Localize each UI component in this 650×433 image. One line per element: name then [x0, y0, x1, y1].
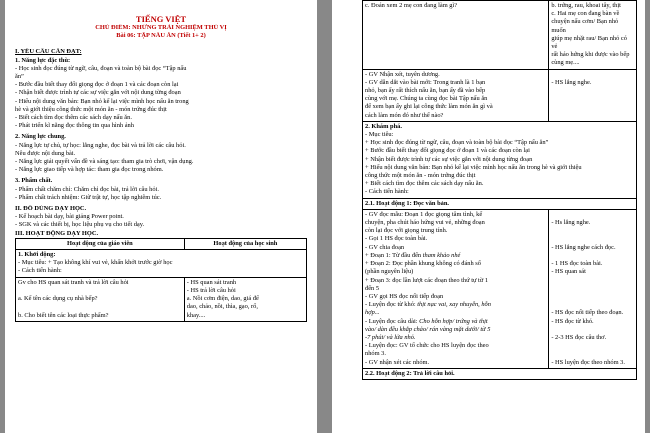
text-line: - Học sinh đọc đúng từ ngữ, câu, đoạn và toàn bộ bài đọc “Tập nấu — [15, 64, 187, 72]
text-line: - HS quan sát tranh — [186, 278, 237, 286]
text-line: + Học sinh đọc đúng từ ngữ, câu, đoạn và toàn bộ bài đọc “Tập nấu ăn” — [365, 139, 549, 147]
warmup-objective: - Mục tiêu: + Tạo không khí vui vẻ, khấn khởi trước giờ học — [18, 259, 173, 267]
warmup-heading: 1. Khởi động: — [18, 251, 56, 259]
text-line — [551, 350, 634, 358]
text-line: - Mục tiêu: — [365, 131, 394, 139]
text-line: cách làm món đó như thế nào? — [365, 111, 444, 119]
text-line — [365, 350, 546, 358]
italic-span: vào/ dàn đều khắp chảo/ rán vàng mặt dưới/ từ 5 — [365, 325, 491, 333]
text-line — [365, 326, 546, 334]
subheading-specific-skills: 1. Năng lực đặc thù: — [15, 56, 71, 64]
text-span: (phần nguyên liệu) — [365, 268, 414, 276]
text-line — [365, 252, 546, 260]
specific-skills-list — [15, 65, 307, 131]
text-line: - Phát triển kĩ năng đọc thông tin qua hình ảnh — [15, 122, 134, 130]
text-line: b. Cho biết tên các loại thực phẩm? — [18, 311, 109, 319]
text-line — [551, 342, 634, 350]
table-row — [363, 1, 637, 70]
text-line: - Năng lực giao tiếp và hợp tác: tham gia đọc trong nhóm. — [15, 166, 164, 174]
table-cell-student — [549, 1, 637, 70]
text-line: giúp mẹ nhặt rau/ Bạn nhỏ có vẻ — [551, 34, 627, 51]
text-span: - Luyện đọc câu dài: — [365, 317, 420, 325]
text-line — [365, 309, 546, 317]
text-span: nhóm 3. — [365, 350, 386, 358]
text-line: - Cách tiến hành: — [365, 188, 409, 196]
text-line: - HS lắng nghe cách đọc. — [551, 243, 616, 251]
text-line — [551, 252, 634, 260]
text-line: c. Hai mẹ con đang bàn về — [551, 10, 620, 18]
table-cell-student — [549, 209, 637, 368]
text-line — [365, 342, 546, 350]
table-cell-activity1-heading — [363, 198, 637, 209]
text-line: - Biết cách tìm đọc thêm các sách dạy nấu ăn. — [15, 114, 132, 122]
table-row — [363, 198, 637, 209]
table-cell-activity2-heading — [363, 368, 637, 379]
text-line — [365, 219, 546, 227]
italic-span: tham khảo nhé — [422, 251, 461, 259]
activities-table — [15, 238, 307, 322]
italic-span: -7 phút/ và lửa nhỏ. — [365, 333, 416, 341]
text-line: + Hiểu nội dung văn bản: Bạn nhỏ kể lại việc mình học nấu ăn trong hè và giới thiệu — [365, 163, 582, 171]
text-line: - Kế hoạch bài dạy, bài giảng Power point. — [15, 213, 124, 221]
subject-title: TIẾNG VIỆT — [135, 14, 187, 24]
text-line — [551, 293, 634, 301]
text-line: ăn” — [15, 73, 24, 81]
subheading-qualities: 3. Phẩm chất. — [15, 177, 53, 185]
text-line: - GV dẫn dắt vào bài mới: Trong tranh là 1 bạn — [365, 78, 486, 86]
theme-title: CHỦ ĐIỂM: NHỮNG TRẢI NGHIỆM THÚ VỊ — [95, 24, 227, 31]
text-line — [18, 303, 182, 311]
discover-heading: 2. Khám phá. — [365, 122, 402, 130]
text-span: - Gọi 1 HS đọc toàn bài. — [365, 235, 428, 243]
text-span: - Luyện đọc: GV tổ chức cho HS luyện đọc theo — [365, 342, 489, 350]
text-line: - SGK và các thiết bị, học liệu phụ vụ cho tiết dạy. — [15, 221, 145, 229]
text-line — [365, 211, 546, 219]
text-line: - HS quan sát — [551, 268, 586, 276]
text-line: rất háo hứng khi được vào bếp — [551, 51, 630, 59]
activity1-heading: 2.1. Hoạt động 1: Đọc văn bản. — [365, 199, 449, 207]
text-line — [551, 211, 634, 219]
table-cell-teacher — [16, 277, 185, 321]
materials-list — [15, 213, 307, 229]
text-line: khay.... — [186, 311, 206, 319]
text-line — [365, 285, 546, 293]
table-row — [16, 277, 307, 321]
text-line — [551, 285, 634, 293]
text-span: - GV nhận xét các nhóm. — [365, 358, 430, 366]
text-line: - Nhận biết được trình tự các sự việc gắn với nội dung từng đoạn — [15, 89, 181, 97]
table-header-row — [16, 238, 307, 249]
text-line — [365, 334, 546, 342]
italic-span: Cho hỗn hợp/ trứng và thịt — [419, 317, 488, 325]
table-cell-student — [549, 69, 637, 121]
text-span: chuyện, pha chút háo hứng vui vẻ, những đoạn — [365, 219, 485, 227]
lesson-title: Bài 06: TẬP NẤU ĂN (Tiết 1+ 2) — [116, 32, 206, 40]
header-student: Hoạt động của học sinh — [184, 238, 306, 249]
text-line: dao, chảo, nồi, thìa, gạo, rổ, — [186, 303, 258, 311]
text-line: - HS luyện đọc theo nhóm 3. — [551, 358, 625, 366]
text-line — [551, 277, 634, 285]
text-line: - Hs lắng nghe. — [551, 219, 591, 227]
text-line — [365, 277, 546, 285]
text-line — [551, 326, 634, 334]
text-span: - Luyện đọc từ khó: — [365, 301, 418, 309]
text-line: Nêu được nội dung bài. — [15, 149, 76, 157]
table-row — [16, 250, 307, 278]
text-line: - HS trả lời câu hỏi — [186, 286, 236, 294]
text-line: - Hiểu nội dung văn bản: Bạn nhỏ kể lại việc mình học nấu ăn trong — [15, 97, 189, 105]
table-row — [363, 121, 637, 198]
text-line — [551, 71, 634, 79]
document-page-left — [5, 0, 317, 433]
table-cell-teacher — [363, 1, 549, 70]
text-line — [365, 227, 546, 235]
text-span: + Đoạn 3: đọc lần lượt các đoạn theo thứ tự từ 1 — [365, 276, 489, 284]
text-line: + Bước đầu biết thay đổi giọng đọc ở đoạn 1 và các đoạn còn lại — [365, 147, 530, 155]
table-cell-teacher — [363, 209, 549, 368]
text-line: nhỏ, bạn ấy rất thích nấu ăn, bạn ấy đã vào bếp — [365, 87, 486, 95]
text-line — [551, 235, 634, 243]
text-line: cùng với mẹ. Chúng ta cùng đọc bài Tập nấu ăn — [365, 95, 488, 103]
text-line: - 2-3 HS đọc câu thơ. — [551, 333, 607, 341]
table-row — [363, 368, 637, 379]
text-line: - Phẩm chất trách nhiệm: Giữ trật tự, học tập nghiêm túc. — [15, 193, 162, 201]
text-line — [365, 235, 546, 243]
text-line — [18, 287, 182, 295]
table-cell-discover — [363, 121, 637, 198]
text-line: - HS đọc từ khó. — [551, 317, 594, 325]
text-line — [365, 359, 546, 367]
qualities-list — [15, 186, 307, 202]
text-line: a. Nồi cơm điện, dao, giá để — [186, 295, 259, 303]
text-line — [365, 260, 546, 268]
activities-table-continued — [362, 0, 637, 380]
header-teacher: Hoạt động của giáo viên — [16, 238, 185, 249]
text-span: - GV gọi HS đọc nối tiếp đoạn — [365, 292, 444, 300]
text-line: b. trứng, rau, khoai tây, thịt — [551, 2, 621, 9]
text-line: để xem bạn ấy ghi lại công thức làm món ăn gì và — [365, 103, 493, 111]
text-line — [365, 268, 546, 276]
text-line: công thức một món ăn - món trứng đúc thịt — [365, 172, 476, 180]
text-line: c. Đoán xem 2 mẹ con đang làm gì? — [365, 2, 458, 9]
text-line: cùng mẹ.... — [551, 59, 580, 67]
text-span: + Đoạn 2: Đọc phần khung không có đánh số — [365, 260, 481, 268]
text-line: - 1 HS đọc toàn bài. — [551, 260, 603, 268]
text-span: còn lại đọc với giọng trung tính. — [365, 227, 448, 235]
text-line: + Nhận biết được trình tự các sự việc gắn với nội dung từng đoạn — [365, 155, 533, 163]
text-line: - HS lắng nghe. — [551, 78, 592, 86]
text-line — [365, 318, 546, 326]
table-row — [363, 69, 637, 121]
text-line: - GV Nhận xét, tuyên dương. — [365, 70, 440, 78]
text-line: + Biết cách tìm đọc thêm các sách dạy nấu ăn. — [365, 180, 484, 188]
text-line — [365, 244, 546, 252]
section-heading-requirements: I. YÊU CẦU CẦN ĐẠT: — [15, 48, 82, 56]
text-line: - Năng lực tự chủ, tự học: lắng nghe, đọc bài và trả lời các câu hỏi. — [15, 141, 186, 149]
text-span: + Đoạn 1: Từ đầu đến — [365, 251, 423, 259]
general-skills-list — [15, 142, 307, 175]
text-line — [365, 301, 546, 309]
table-cell-teacher — [363, 69, 549, 121]
warmup-procedure: - Cách tiến hành: — [18, 267, 62, 275]
text-line: - Năng lực giải quyết vấn đề và sáng tạo: tham gia trò chơi, vận dụng. — [15, 158, 194, 166]
document-page-right — [332, 0, 645, 433]
text-span: - GV đọc mẫu: Đoạn 1 đọc giọng tâm tình, kể — [365, 210, 483, 218]
text-line — [551, 301, 634, 309]
section-heading-activities: III. HOẠT ĐỘNG DẠY HỌC. — [15, 229, 99, 237]
text-span: - GV chia đoạn — [365, 243, 405, 251]
text-line — [551, 227, 634, 235]
text-line — [365, 293, 546, 301]
subheading-general-skills: 2. Năng lực chung. — [15, 133, 66, 141]
table-cell-warmup — [16, 250, 307, 278]
activity2-heading: 2.2. Hoạt động 2: Trả lời câu hỏi. — [365, 369, 455, 377]
text-span: đến 5 — [365, 284, 380, 292]
italic-span: thịt nạc vai, xay nhuyễn, hỗn — [417, 301, 491, 309]
table-cell-student — [184, 277, 306, 321]
text-line: hè và giới thiệu công thức một món ăn - món trứng đúc thịt — [15, 105, 167, 113]
text-line: - Bước đầu biết thay đổi giọng đọc ở đoạn 1 và các đoạn còn lại — [15, 81, 179, 89]
text-line: - HS đọc nối tiếp theo đoạn. — [551, 309, 624, 317]
italic-span: hợp... — [365, 309, 380, 317]
text-line: a. Kể tên các dụng cụ nhà bếp? — [18, 295, 98, 303]
table-row — [363, 209, 637, 368]
text-line: Gv cho HS quan sát tranh và trả lời câu hỏi — [18, 278, 129, 286]
text-line: - Phẩm chất chăm chỉ: Chăm chỉ đọc bài, trả lời câu hỏi. — [15, 185, 159, 193]
section-heading-materials: II. ĐỒ DÙNG DẠY HỌC. — [15, 205, 87, 213]
text-line: chuyện nấu cơm/ Bạn nhỏ muốn — [551, 18, 619, 34]
